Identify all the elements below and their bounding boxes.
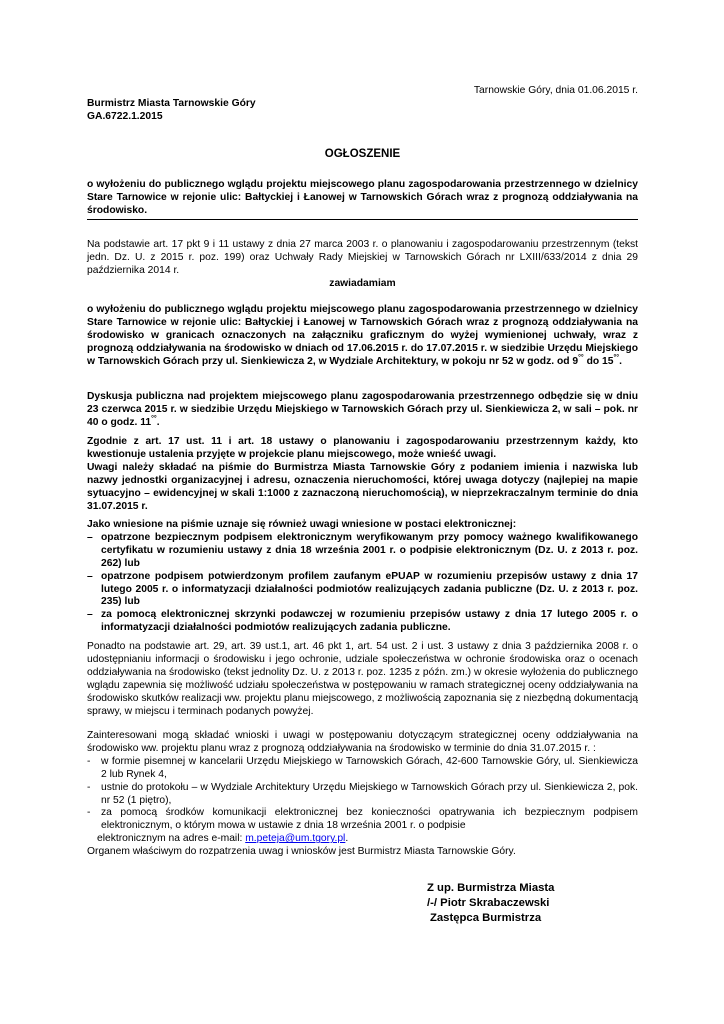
strategic-intro: Zainteresowani mogą składać wnioski i uwagi w postępowaniu dotyczącym strategicznej oceny oddziaływania na środowisko ww. projektu planu wraz z prognozą oddziaływania na środowisko w terminie do dnia 31.07.2015 r. : bbox=[87, 730, 638, 754]
strategic-item-oral: - ustnie do protokołu – w Wydziale Architektury Urzędu Miejskiego w Tarnowskich Górach przy ul. Sienkiewicza 2, pok. nr 52 (1 piętro), bbox=[87, 781, 638, 806]
discussion-end: . bbox=[156, 416, 160, 428]
page-title: OGŁOSZENIE bbox=[324, 148, 401, 160]
exhibition-time-to-superscript: °° bbox=[613, 354, 620, 362]
exhibition-mid: do 15 bbox=[583, 355, 614, 367]
strategic-item-electronic: - za pomocą środków komunikacji elektronicznej bez konieczności opatrywania ich bezpiecznym podpisem elektronicznym, o którym mowa w ustawie z dnia 18 września 2001 r. o podpisie bbox=[87, 807, 638, 832]
divider bbox=[87, 219, 638, 220]
list-marker: - bbox=[87, 755, 91, 767]
discussion-paragraph bbox=[87, 391, 638, 430]
list-marker: – bbox=[87, 531, 93, 543]
electronic-item-qualified-signature: – opatrzone bezpiecznym podpisem elektronicznym weryfikowanym przy pomocy ważnego kwalifikowanego certyfikatu w rozumieniu ustawy z dnia 18 września 2001 r. o podpisie elektronicznym (Dz. U. z 2013 r. poz. 262) lub bbox=[87, 531, 638, 569]
sender-name: Burmistrz Miasta Tarnowskie Góry bbox=[87, 98, 256, 109]
sender-block bbox=[87, 98, 256, 124]
list-marker: - bbox=[87, 781, 91, 793]
strategic-item-written: - w formie pisemnej w kancelarii Urzędu Miejskiego w Tarnowskich Górach, 42-600 Tarnowskie Góry, ul. Sienkiewicza 2 lub Rynek 4, bbox=[87, 755, 638, 780]
email-link[interactable]: m.peteja@um.tgory.pl bbox=[245, 833, 346, 845]
list-marker: – bbox=[87, 570, 93, 582]
signature-name: /-/ Piotr Skrabaczewski bbox=[427, 897, 550, 909]
electronic-intro: Jako wniesione na piśmie uznaje się również uwagi wniesione w postaci elektronicznej: bbox=[87, 519, 517, 530]
signature-line1: Z up. Burmistrza Miasta bbox=[427, 882, 555, 894]
signature-role: Zastępca Burmistrza bbox=[430, 912, 542, 924]
subject-paragraph: o wyłożeniu do publicznego wglądu projektu miejscowego planu zagospodarowania przestrzennego w dzielnicy Stare Tarnowice w rejonie ulic: Bałtyckiej i Łanowej w Tarnowskich Górach wraz z prognozą oddziaływania na środowisko. bbox=[87, 179, 638, 216]
comments-section bbox=[87, 436, 638, 513]
exhibition-time-from-superscript: °° bbox=[578, 354, 584, 362]
strategic-list bbox=[87, 756, 638, 833]
case-number: GA.6722.1.2015 bbox=[87, 110, 163, 122]
electronic-list bbox=[87, 532, 638, 635]
discussion-text: Dyskusja publiczna nad projektem miejscowego planu zagospodarowania przestrzennego odbędzie się w dniu 23 czerwca 2015 r. w siedzibie Urzędu Miejskiego w Tarnowskich Górach przy ul. Sienkiewicza 2, w sali – pok. nr 40 o godz. 11 bbox=[87, 391, 638, 428]
strategic-section bbox=[87, 730, 638, 859]
signature-block bbox=[427, 881, 554, 926]
comments-rules: Uwagi należy składać na piśmie do Burmistrza Miasta Tarnowskie Góry z podaniem imienia i nazwiska lub nazwy jednostki organizacyjnej i adresu, oznaczenia nieruchomości, której uwaga dotyczy (najlepiej na mapie sytuacyjno – ewidencyjnej w skali 1:1000 z zaznaczoną nieruchomością), w nieprzekraczalnym terminie do dnia 31.07.2015 r. bbox=[87, 461, 638, 512]
exhibition-paragraph bbox=[87, 304, 638, 369]
comments-intro: Zgodnie z art. 17 ust. 11 i art. 18 ustawy o planowaniu i zagospodarowaniu przestrzennym każdy, kto kwestionuje ustalenia przyjęte w projekcie planu miejscowego, może wnieść uwagi. bbox=[87, 436, 638, 460]
list-marker: – bbox=[87, 609, 93, 621]
exhibition-text: o wyłożeniu do publicznego wglądu projektu miejscowego planu zagospodarowania przestrzennego w dzielnicy Stare Tarnowice w rejonie ulic: Bałtyckiej i Łanowej w Tarnowskich Górach wraz z prognozą oddziaływania na środowisko w granicach oznaczonych na załączniku graficznym do wyżej wymienionej uchwały, wraz z prognozą oddziaływania na środowisko w dniach od 17.06.2015 r. do 17.07.2015 r. w siedzibie Urzędu Miejskiego w Tarnowskich Górach przy ul. Sienkiewicza 2, w Wydziale Architektury, w pokoju nr 52 w godz. od 9 bbox=[87, 304, 638, 367]
legal-basis-paragraph: Na podstawie art. 17 pkt 9 i 11 ustawy z dnia 27 marca 2003 r. o planowaniu i zagospodarowaniu przestrzennym (tekst jedn. Dz. U. z 2015 r. poz. 199) oraz Uchwały Rady Miejskiej w Tarnowskich Górach nr LXIII/633/2014 z dnia 29 października 2014 r. bbox=[87, 239, 638, 276]
date-line: Tarnowskie Góry, dnia 01.06.2015 r. bbox=[473, 85, 638, 96]
electronic-item-inbox: – za pomocą elektronicznej skrzynki podawczej w rozumieniu przepisów ustawy z dnia 17 lutego 2005 r. o informatyzacji działalności podmiotów realizujących zadania publiczne. bbox=[87, 609, 638, 634]
discussion-time-superscript: °° bbox=[151, 415, 157, 423]
strategic-email-line: elektronicznym na adres e-mail: m.peteja@um.tgory.pl. bbox=[97, 833, 349, 845]
competent-authority: Organem właściwym do rozpatrzenia uwag i wniosków jest Burmistrz Miasta Tarnowskie Góry. bbox=[87, 846, 516, 858]
electronic-item-epuap: – opatrzone podpisem potwierdzonym profilem zaufanym ePUAP w rozumieniu przepisów ustawy z dnia 17 lutego 2005 r. o informatyzacji działalności podmiotów realizujących zadania publiczne (Dz. U. z 2013 r. poz. 235) lub bbox=[87, 570, 638, 608]
environment-paragraph: Ponadto na podstawie art. 29, art. 39 ust.1, art. 46 pkt 1, art. 54 ust. 2 i ust. 3 ustawy z dnia 3 października 2008 r. o udostępnianiu informacji o środowisku i jego ochronie, udziale społeczeństwa w ochronie środowiska oraz o ocenach oddziaływania na środowisko (tekst jednolity Dz. U. z 2013 r. poz. 1235 z późn. zm.) w okresie wyłożenia do publicznego wglądu zapewnia się możliwość udziału społeczeństwa w postępowaniu w ramach strategicznej oceny oddziaływania na środowisko skutków realizacji ww. projektu planu miejscowego, z możliwością zapoznania się z niezbędną dokumentacją sprawy, w miejscu i terminach podanych powyżej. bbox=[87, 641, 638, 717]
electronic-section bbox=[87, 519, 638, 635]
notify-word: zawiadamiam bbox=[329, 278, 396, 289]
exhibition-end: . bbox=[619, 355, 622, 367]
list-marker: - bbox=[87, 807, 91, 819]
